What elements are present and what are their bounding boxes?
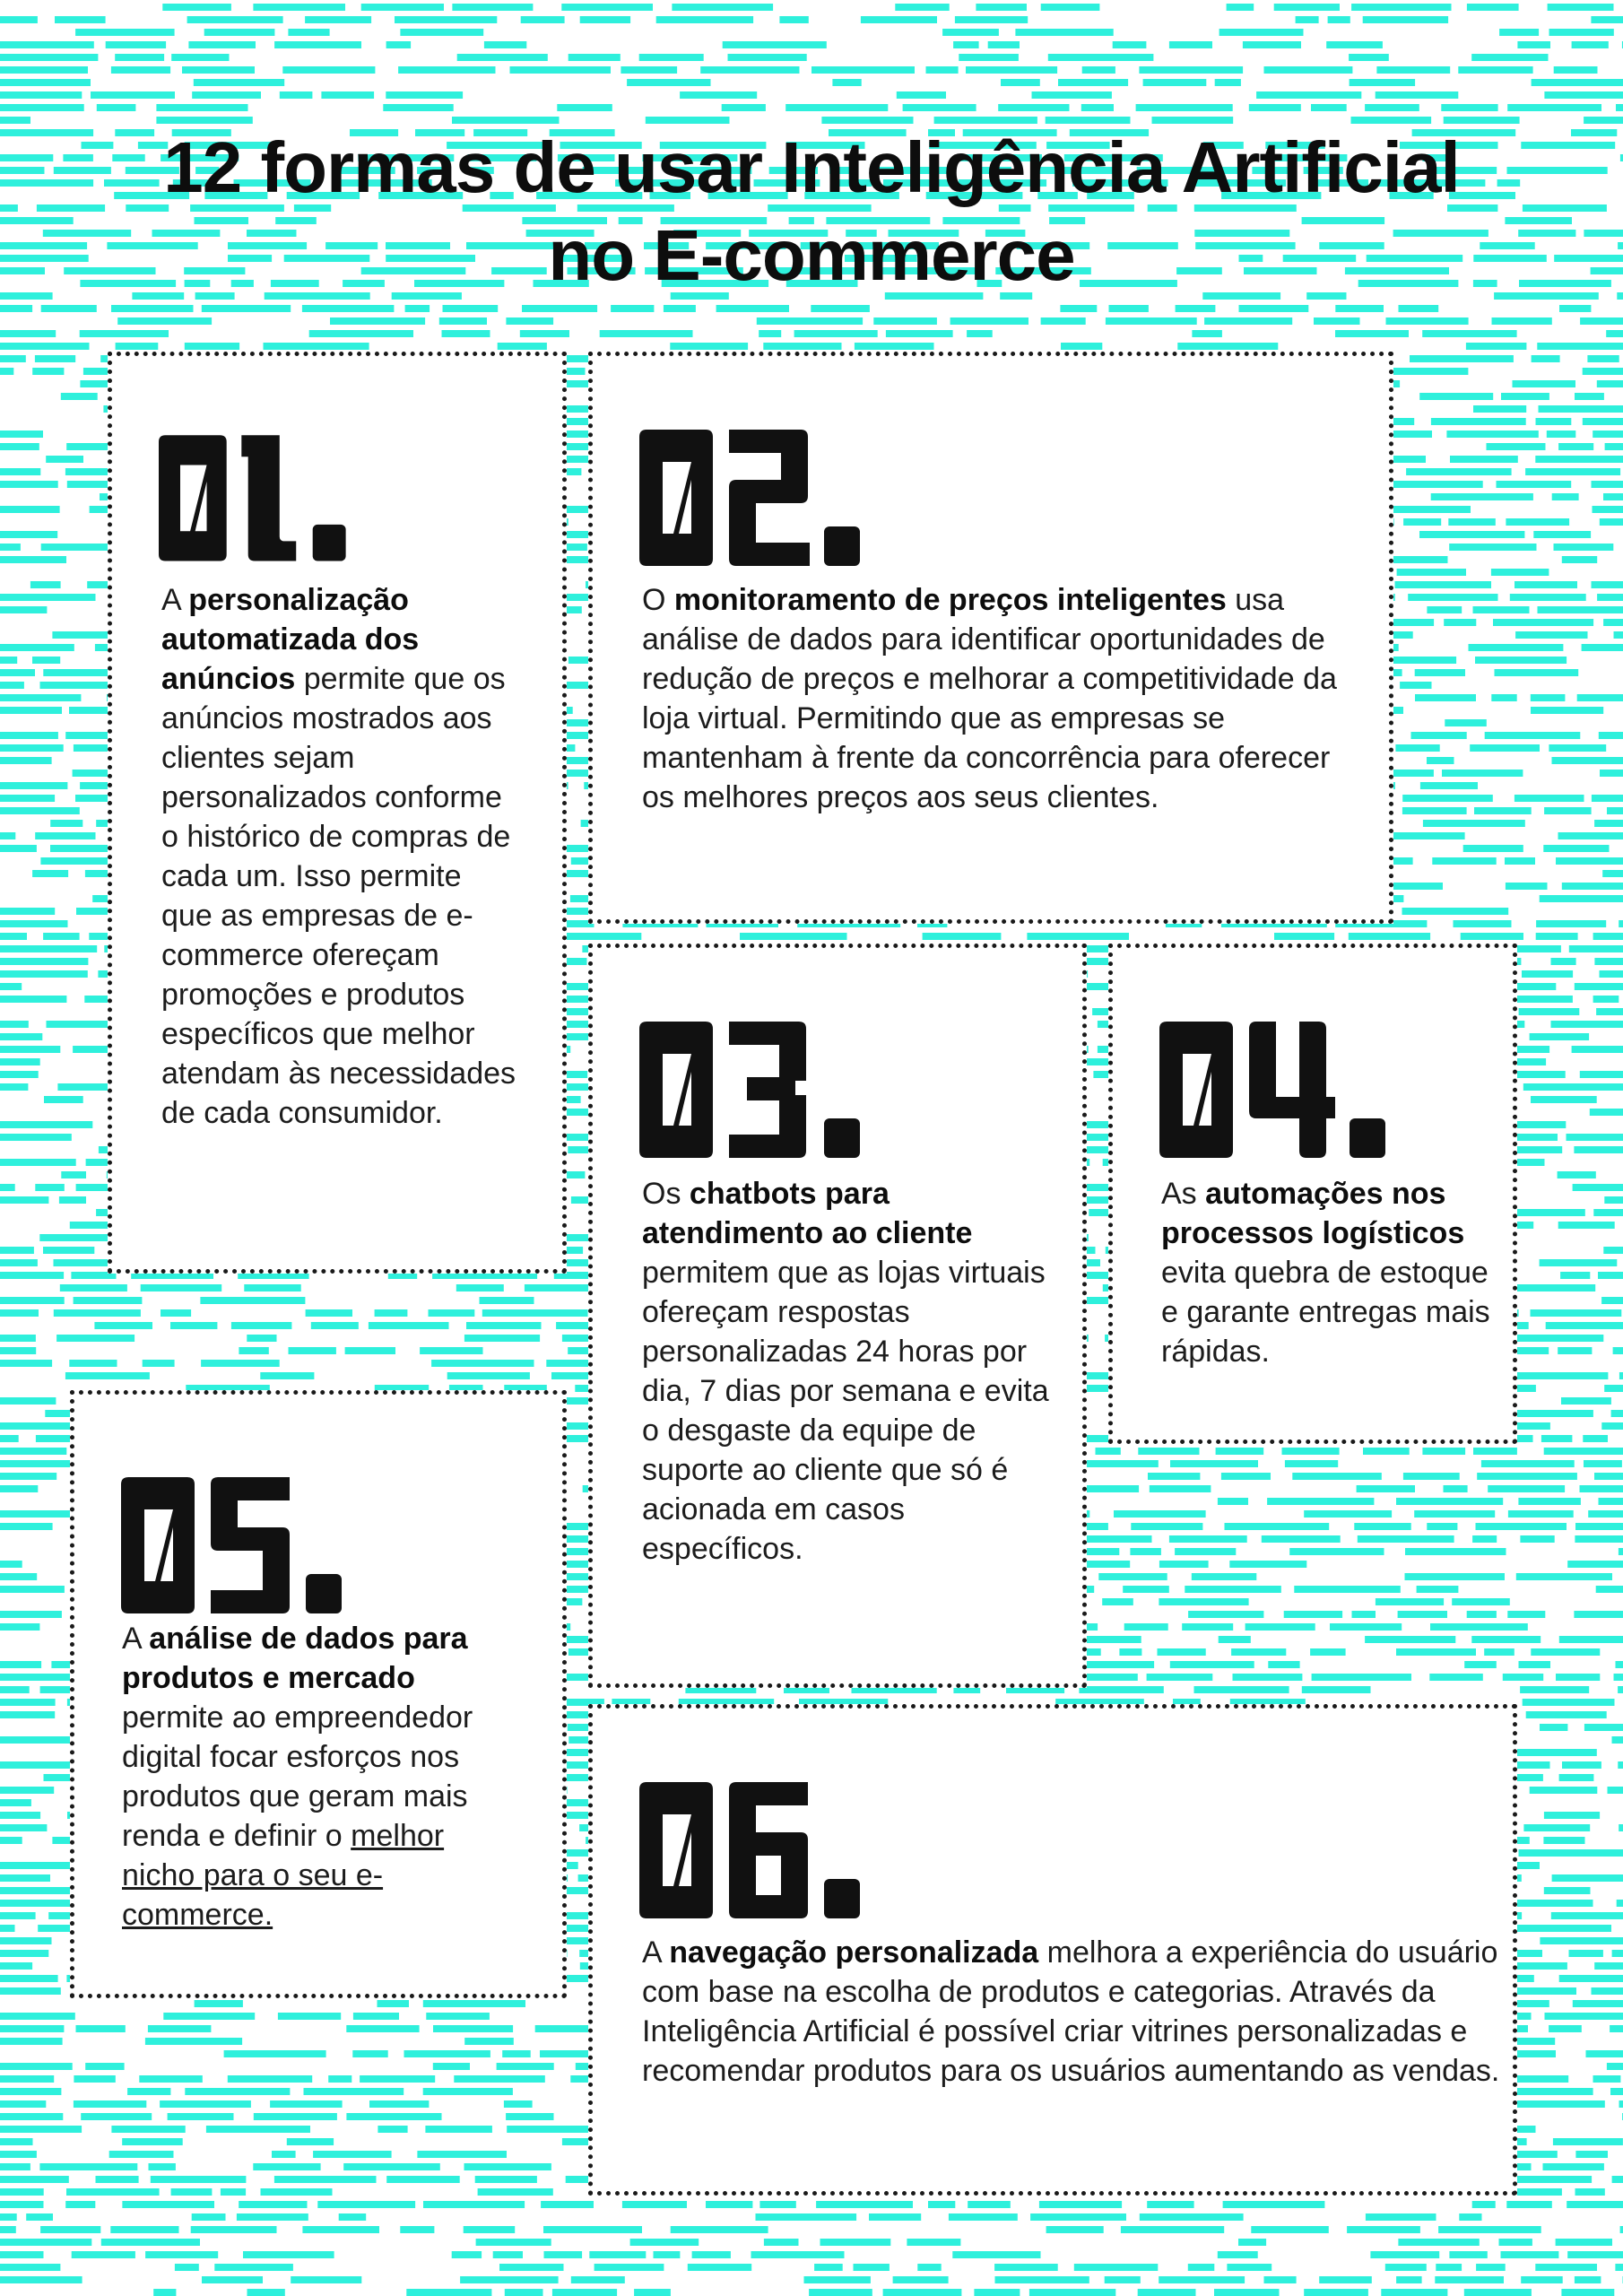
- card-06-lead: A: [642, 1935, 670, 1970]
- card-03-text: [642, 1174, 1055, 1569]
- number-03-glyph: [639, 1018, 872, 1170]
- card-02-lead: O: [642, 583, 674, 617]
- card-05-nicho-link[interactable]: melhor nicho para o seu e-commerce.: [122, 1819, 445, 1932]
- card-02-bold: monitoramento de preços inteligentes: [673, 583, 1227, 617]
- number-05-glyph: [121, 1474, 354, 1626]
- card-03-bold: chatbots para atendimento ao cliente: [642, 1177, 973, 1250]
- card-05-text: [122, 1619, 516, 1935]
- card-02-rest: usa análise de dados para identificar oportunidades de redução de preços e melhorar a competitividade da loja virtual. Permitindo que as empresas se mantenham à frente da concorrência para oferecer os melhores preços aos seus clientes.: [642, 583, 1337, 814]
- title-line-2: no E-commerce: [548, 215, 1075, 295]
- card-04-bold: automações nos processos logísticos: [1161, 1177, 1465, 1250]
- card-01: [108, 352, 567, 1274]
- card-06-rest: melhora a experiência do usuário com base na escolha de produtos e categorias. Através da Inteligência Artificial é possível criar vitrines personalizadas e recomendar produtos para os usuários aumentando as vendas.: [642, 1935, 1500, 2088]
- card-01-rest: permite que os anúncios mostrados aos clientes sejam personalizados conforme o histórico de compras de cada um. Isso permite que as empresas de e-commerce ofereçam promoções e produtos específicos que melhor atendam às necessidades de cada consumidor.: [161, 662, 516, 1130]
- card-04: [1108, 944, 1517, 1444]
- card-01-text: [161, 580, 520, 1133]
- card-02-text: [642, 580, 1359, 817]
- card-04-text: [1161, 1174, 1502, 1371]
- number-01-glyph: [159, 426, 374, 578]
- card-03-rest: permitem que as lojas virtuais ofereçam respostas personalizadas 24 horas por dia, 7 dias por semana e evita o desgaste da equipe de suporte ao cliente que só é acionada em casos específicos.: [642, 1256, 1049, 1566]
- card-06-bold: navegação personalizada: [669, 1935, 1039, 1970]
- number-04-glyph: [1159, 1018, 1393, 1170]
- card-03-lead: Os: [642, 1177, 690, 1211]
- page-title: [0, 124, 1623, 300]
- card-05-lead: A: [122, 1622, 150, 1656]
- card-06: [588, 1704, 1517, 2196]
- card-01-lead: A: [161, 583, 189, 617]
- card-05-rest: permite ao empreendedor digital focar esforços nos produtos que geram mais renda e definir o: [122, 1700, 473, 1853]
- card-02: [588, 352, 1393, 924]
- number-02-glyph: [639, 426, 872, 578]
- card-06-text: [642, 1933, 1503, 2091]
- card-04-lead: As: [1161, 1177, 1206, 1211]
- card-03: [588, 944, 1087, 1688]
- title-line-1: 12 formas de usar Inteligência Artificial: [163, 127, 1460, 207]
- card-05-bold: análise de dados para produtos e mercado: [122, 1622, 468, 1695]
- card-01-bold: personalização automatizada dos anúncios: [161, 583, 420, 696]
- card-05: [70, 1390, 567, 1998]
- number-06-glyph: [639, 1779, 872, 1931]
- card-04-rest: evita quebra de estoque e garante entregas mais rápidas.: [1161, 1256, 1490, 1369]
